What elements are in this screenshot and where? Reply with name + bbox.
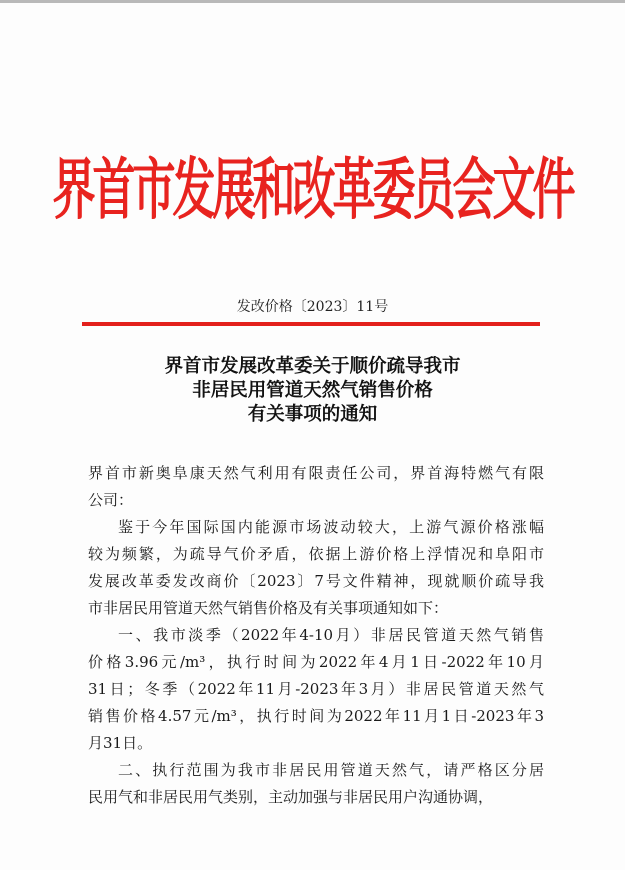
notice-body [88, 460, 544, 811]
body-line: 界首市新奥阜康天然气利用有限责任公司，界首海特燃气有限 [88, 464, 544, 482]
paragraph-item-two [88, 757, 544, 811]
body-line: 31日；冬季（2022年11月-2023年3月）非居民管道天然气 [88, 680, 544, 698]
scan-top-edge [0, 0, 625, 3]
body-line: 一、我市淡季（2022年4-10月）非居民管道天然气销售 [118, 626, 544, 644]
notice-title-line: 非居民用管道天然气销售价格 [192, 380, 433, 401]
body-line: 二、执行范围为我市非居民用管道天然气，请严格区分居 [118, 761, 544, 779]
document-number: 发改价格〔2023〕11号 [236, 299, 389, 315]
body-line: 市非居民用管道天然气销售价格及有关事项通知如下： [88, 599, 449, 617]
notice-title [0, 355, 625, 427]
body-line: 鉴于今年国际国内能源市场波动较大，上游气源价格涨幅 [118, 518, 544, 536]
red-divider-rule [82, 322, 540, 326]
notice-title-line: 有关事项的通知 [247, 404, 378, 425]
recipients-paragraph [88, 460, 544, 514]
body-line: 较为频繁，为疏导气价矛盾，依据上游价格上浮情况和阜阳市 [88, 545, 544, 563]
paragraph-background [88, 514, 544, 622]
notice-title-line: 界首市发展改革委关于顺价疏导我市 [164, 356, 461, 377]
body-line: 公司： [88, 491, 134, 509]
body-line: 销售价格4.57元/m³，执行时间为2022年11月1日-2023年3 [88, 707, 544, 725]
body-line: 月31日。 [88, 734, 153, 752]
issuer-header-title: 界首市发展和改革委员会文件 [52, 151, 573, 230]
paragraph-item-one [88, 622, 544, 757]
body-line: 价格3.96元/m³，执行时间为2022年4月1日-2022年10月 [88, 653, 544, 671]
body-line: 发展改革委发改商价〔2023〕7号文件精神，现就顺价疏导我 [88, 572, 544, 590]
body-line: 民用气和非居民用气类别，主动加强与非居民用户沟通协调， [88, 788, 494, 806]
